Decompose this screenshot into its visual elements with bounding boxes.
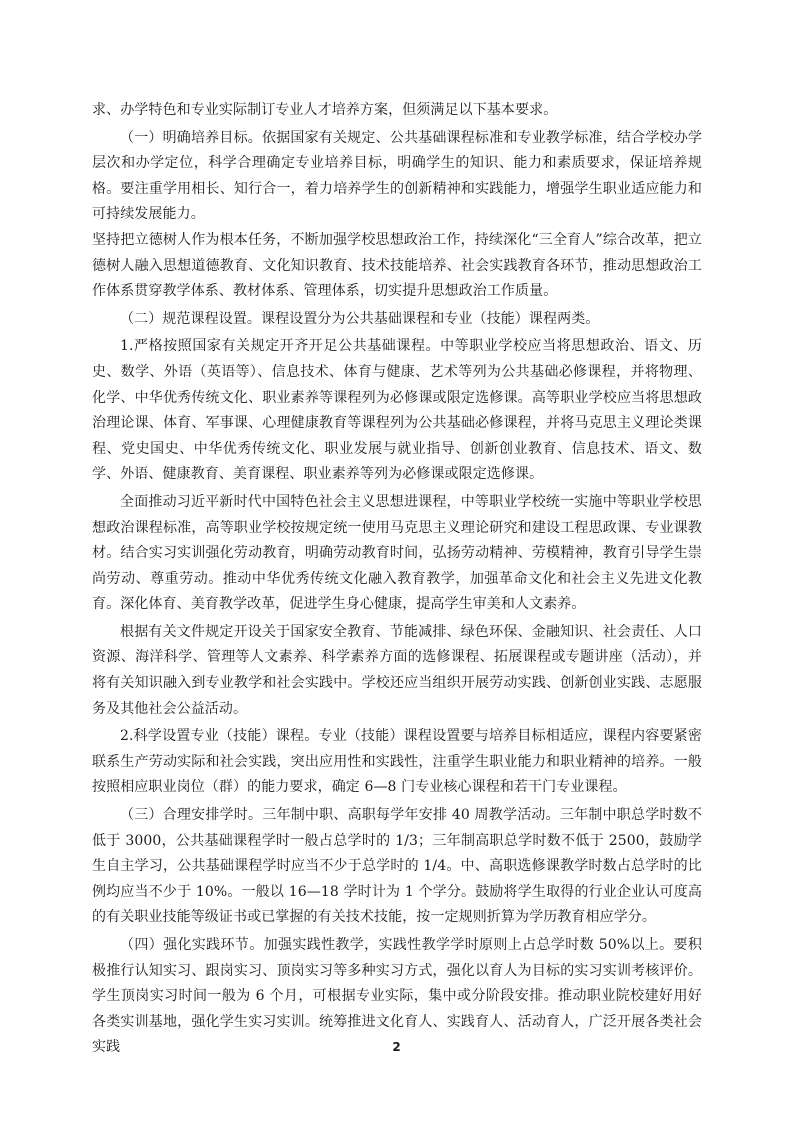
document-body: [92, 98, 702, 1061]
paragraph-public-courses: 1.严格按照国家有关规定开齐开足公共基础课程。中等职业学校应当将思想政治、语文、历史、数学、外语（英语等）、信息技术、体育与健康、艺术等列为公共基础必修课程，并将物理、化学、中华优秀传统文化、职业素养等课程列为必修课或限定选修课。高等职业学校应当将思想政治理论课、体育、军事课、心理健康教育等课程列为公共基础必修课程，并将马克思主义理论类课程、党史国史、中华优秀传统文化、职业发展与就业指导、创新创业教育、信息技术、语文、数学、外语、健康教育、美育课程、职业素养等列为必修课或限定选修课。: [92, 338, 702, 483]
paragraph-practice: （四）强化实践环节。加强实践性教学，实践性教学学时原则上占总学时数 50%以上。要积极推行认知实习、跟岗实习、顶岗实习等多种实习方式，强化以育人为目标的实习实训考核评价。学生顶岗实习时间一般为 6 个月，可根据专业实际，集中或分阶段安排。推动职业院校建好用好各类实训基地，强化学生实习实训。统筹推进文化育人、实践育人、活动育人，广泛开展各类社会实践: [92, 937, 702, 1056]
paragraph-course-setting: （二）规范课程设置。课程设置分为公共基础课程和专业（技能）课程两类。: [120, 310, 600, 327]
paragraph-training-goals: （一）明确培养目标。依据国家有关规定、公共基础课程标准和专业教学标准，结合学校办学层次和办学定位，科学合理确定专业培养目标，明确学生的知识、能力和素质要求，保证培养规格。要注重学用相长、知行合一，着力培养学生的创新精神和实践能力，增强学生职业适应能力和可持续发展能力。: [92, 129, 702, 223]
paragraph-class-hours: （三）合理安排学时。三年制中职、高职每学年安排 40 周教学活动。三年制中职总学时数不低于 3000，公共基础课程学时一般占总学时的 1/3；三年制高职总学时数不低于 2500，鼓励学生自主学习，公共基础课程学时应当不少于总学时的 1/4。中、高职选修课教学时数占总学时的比例均应当不少于 10%。一般以 16—18 学时计为 1 个学分。鼓励将学生取得的行业企业认可度高的有关职业技能等级证书或已掌握的有关技术技能，按一定规则折算为学历教育相应学分。: [92, 807, 702, 926]
paragraph-ideological-courses: 全面推动习近平新时代中国特色社会主义思想进课程，中等职业学校统一实施中等职业学校思想政治课程标准，高等职业学校按规定统一使用马克思主义理论研究和建设工程思政课、专业课教材。结合实习实训强化劳动教育，明确劳动教育时间，弘扬劳动精神、劳模精神，教育引导学生崇尚劳动、尊重劳动。推动中华优秀传统文化融入教育教学，加强革命文化和社会主义先进文化教育。深化体育、美育教学改革，促进学生身心健康，提高学生审美和人文素养。: [92, 493, 702, 613]
paragraph-elective-courses: 根据有关文件规定开设关于国家安全教育、节能减排、绿色环保、金融知识、社会责任、人口资源、海洋科学、管理等人文素养、科学素养方面的选修课程、拓展课程或专题讲座（活动），并将有关知识融入到专业教学和社会实践中。学校还应当组织开展劳动实践、创新创业实践、志愿服务及其他社会公益活动。: [92, 623, 702, 717]
paragraph-continuation: 求、办学特色和专业实际制订专业人才培养方案，但须满足以下基本要求。: [92, 102, 558, 118]
paragraph-moral-education: 坚持把立德树人作为根本任务，不断加强学校思想政治工作，持续深化“三全育人”综合改革，把立德树人融入思想道德教育、文化知识教育、技术技能培养、社会实践教育各环节，推动思想政治工作体系贯穿教学体系、教材体系、管理体系，切实提升思想政治工作质量。: [92, 231, 702, 300]
page-number: 2: [392, 1040, 401, 1054]
paragraph-professional-courses: 2.科学设置专业（技能）课程。专业（技能）课程设置要与培养目标相适应，课程内容要紧密联系生产劳动实际和社会实践，突出应用性和实践性，注重学生职业能力和职业精神的培养。一般按照相应职业岗位（群）的能力要求，确定 6—8 门专业核心课程和若干门专业课程。: [92, 728, 702, 796]
